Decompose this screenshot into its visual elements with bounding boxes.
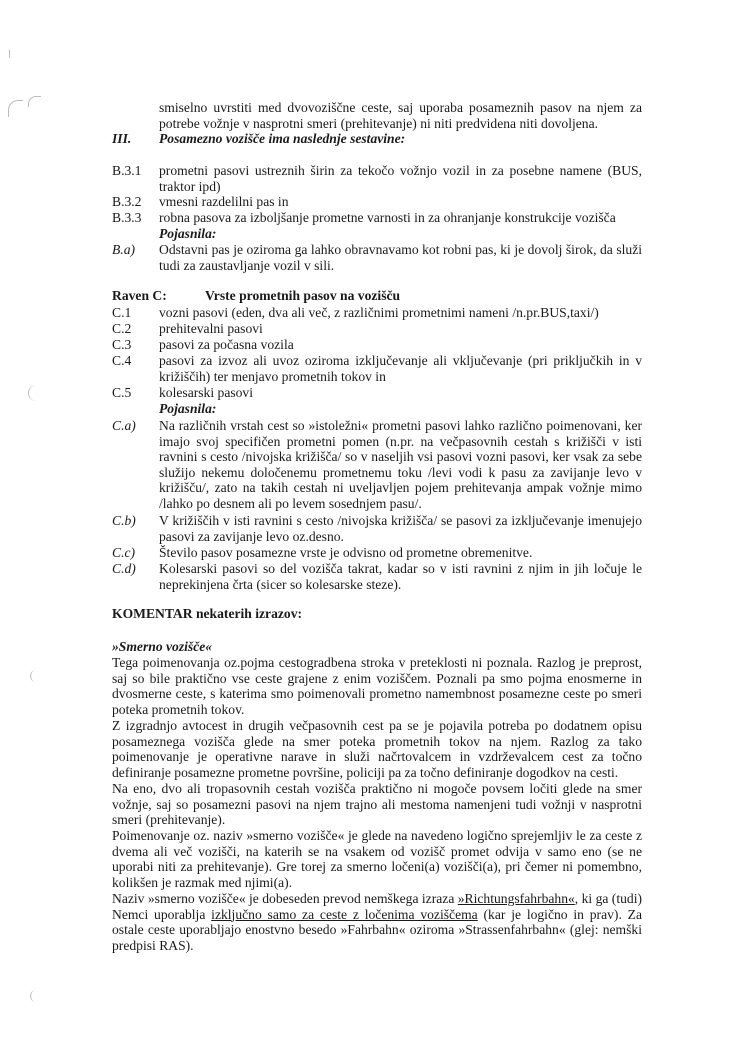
item-text: Odstavni pas je oziroma ga lahko obravnavamo kot robni pas, ki je dovolj širok, da služi tudi za zaustavljanje vozil v sili. bbox=[159, 242, 642, 273]
scan-mark bbox=[30, 990, 37, 1002]
paragraph-text: , ki ga (tudi) Nemci uporablja bbox=[112, 891, 642, 922]
item-label: C.4 bbox=[112, 353, 132, 368]
underlined-term-richtungsfahrbahn: »Richtungsfahrbahn« bbox=[457, 891, 575, 906]
pojasnila-heading: Pojasnila: bbox=[159, 401, 217, 416]
item-label: C.3 bbox=[112, 337, 132, 352]
item-text: pasovi za počasna vozila bbox=[159, 337, 294, 352]
scan-mark bbox=[8, 100, 23, 117]
scan-mark bbox=[9, 50, 11, 58]
komentar-heading-bold: KOMENTAR bbox=[112, 606, 193, 621]
item-text: pasovi za izvoz ali uvoz oziroma izključevanje ali vključevanje (pri priključkih in v križiščih) ter menjavo prometnih tokov in bbox=[159, 353, 642, 384]
item-text: robna pasova za izboljšanje prometne varnosti in za ohranjanje konstrukcije vozišča bbox=[159, 210, 616, 225]
item-label: C.5 bbox=[112, 385, 132, 400]
komentar-paragraph-3: Na eno, dvo ali tropasovnih cestah vozišča praktično ni mogoče povsem ločiti glede na smer vožnje, saj so posamezni pasovi na njem trajno ali mestoma namenjeni tudi vožnji v nasprotni smeri (prehitevanje). bbox=[112, 781, 642, 828]
item-label: B.3.3 bbox=[112, 210, 142, 225]
item-label: C.d) bbox=[112, 561, 136, 576]
raven-c-label: Raven C: bbox=[112, 288, 167, 303]
item-label: C.2 bbox=[112, 321, 132, 336]
underlined-phrase: izključno samo za ceste z ločenima voziščema bbox=[211, 906, 478, 922]
item-text: prometni pasovi ustreznih širin za tekočo vožnjo vozil in za posebne namene (BUS, traktor ipd) bbox=[159, 163, 642, 194]
item-label: B.a) bbox=[112, 242, 136, 257]
item-label: B.3.1 bbox=[112, 163, 142, 178]
section-iii-title: Posamezno vozišče ima naslednje sestavine: bbox=[159, 131, 406, 146]
item-text: Število pasov posamezne vrste je odvisno od prometne obremenitve. bbox=[159, 545, 533, 560]
item-text: vozni pasovi (eden, dva ali več, z različnimi prometnimi nameni /n.pr.BUS,taxi/) bbox=[159, 305, 599, 320]
scan-mark bbox=[28, 385, 37, 401]
item-label: B.3.2 bbox=[112, 194, 142, 209]
komentar-term: »Smerno vozišče« bbox=[112, 639, 213, 654]
komentar-heading bbox=[112, 606, 642, 622]
paragraph-text: (kar je logično in prav). Za ostale ceste uporabljajo enostvno besedo »Fahrbahn« oziroma »Strassenfahrbahn« (glej: nemški predpisi RAS). bbox=[112, 906, 642, 953]
komentar-heading-rest: nekaterih izrazov: bbox=[192, 606, 303, 621]
intro-line-1: smiselno uvrstiti med dvovoziščne ceste, saj uporaba posameznih pasov na njem za bbox=[159, 100, 642, 115]
komentar-paragraph-2: Z izgradnjo avtocest in drugih večpasovnih cest pa se je pojavila potreba po dodatnem opisu posameznega vozišča glede na smer poteka prometnih tokov na njem. Razlog za tako poimenovanje je operativne narave in služi načrtovalcem in vzdrževalcem cest za točno definiranje posamezne prometne površine, policiji pa za točno definiranje dogodkov na cesti. bbox=[112, 718, 642, 780]
item-text: Kolesarski pasovi so del vozišča takrat, kadar so v isti ravnini z njim in jih ločuje le neprekinjena črta (sicer so kolesarske steze). bbox=[159, 561, 642, 592]
komentar-paragraph-4: Poimenovanje oz. naziv »smerno vozišče« je glede na navedeno logično sprejemljiv le za ceste z dvema ali več vozišči, na katerih se na vsakem od vozišč promet odvija v samo eno (se ne uporabi niti za prehitevanje). Gre torej za smerno ločeni(a) vozišči(a), pri čemer ni pomembno, kolikšen je razmak med njimi(a). bbox=[112, 828, 642, 890]
paragraph-text: Naziv »smerno vozišče« je dobeseden prevod nemškega izraza bbox=[112, 891, 458, 906]
intro-line-2: potrebe vožnje v nasprotni smeri (prehitevanje) ni niti predvidena niti dovoljena. bbox=[159, 115, 599, 131]
item-text: Na različnih vrstah cest so »istoležni« prometni pasovi lahko različno poimenovani, ker imajo svoj specifičen prometni pomen (n.pr. na večpasovnih cestah s križišči v isti ravnini s cesto /nivojska križišča/ so v naseljih vsi pasovi vozni pasovi, ker vsak za sebe služijo nekemu določenemu prometnemu toku /levi vodi k pasu za zavijanje levo v križišču/, zato na takih cestah ni uveljavljen pojem prehitevanja ampak vožnje mimo /lahko po desnem ali po levem sosednjem pasu/. bbox=[159, 418, 642, 511]
item-text: kolesarski pasovi bbox=[159, 385, 254, 400]
item-text: vmesni razdelilni pas in bbox=[159, 194, 289, 209]
komentar-paragraph-5 bbox=[112, 891, 642, 953]
scan-mark bbox=[28, 96, 41, 107]
item-label: C.c) bbox=[112, 545, 136, 560]
section-iii-label: III. bbox=[112, 131, 132, 146]
komentar-paragraph-1: Tega poimenovanja oz.pojma cestogradbena stroka v preteklosti ni poznala. Razlog je preprost, saj so bile praktično vse ceste grajene z enim voziščem. Poznali pa smo pojma enosmerne in dvosmerne ceste, s katerima smo poimenovali prometno namembnost posamezne ceste po smeri poteka prometnih tokov. bbox=[112, 655, 642, 717]
intro-paragraph bbox=[159, 100, 642, 131]
item-text: prehitevalni pasovi bbox=[159, 321, 263, 336]
item-label: C.b) bbox=[112, 513, 136, 528]
scan-mark bbox=[30, 670, 37, 682]
item-label: C.1 bbox=[112, 305, 132, 320]
raven-c-title: Vrste prometnih pasov na vozišču bbox=[205, 288, 401, 303]
pojasnila-heading: Pojasnila: bbox=[159, 226, 217, 241]
item-label: C.a) bbox=[112, 418, 136, 433]
item-text: V križiščih v isti ravnini s cesto /nivojska križišča/ se pasovi za izključevanje imenujejo pasovi za zavijanje levo oz.desno. bbox=[159, 513, 642, 544]
